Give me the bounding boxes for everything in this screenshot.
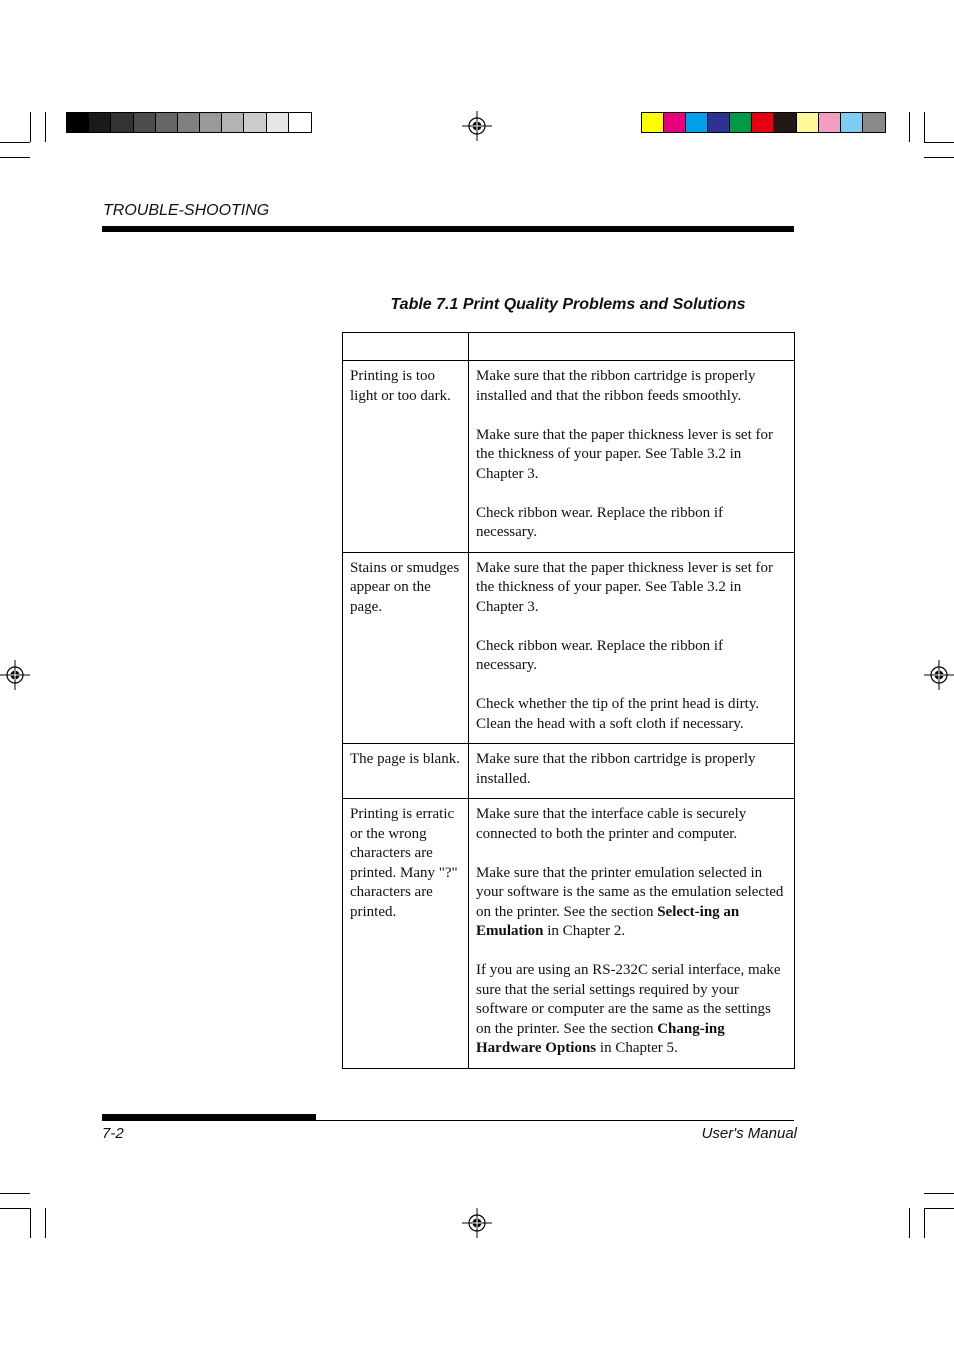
gray-calibration-bar (66, 112, 312, 133)
crop-mark (924, 142, 954, 143)
color-swatch (244, 113, 266, 132)
crop-mark (0, 1193, 30, 1194)
color-swatch (178, 113, 200, 132)
solution-cell (469, 552, 795, 744)
table-row (343, 361, 795, 553)
solution-text: Check whether the tip of the print head is dirty. Clean the head with a soft cloth if necessary. (476, 696, 760, 732)
solution-text-with-reference (476, 961, 787, 1059)
solution-text: Check ribbon wear. Replace the ribbon if necessary. (476, 637, 724, 673)
color-swatch (642, 113, 664, 132)
color-swatch (708, 113, 730, 132)
color-swatch (289, 113, 311, 132)
solution-text: Make sure that the interface cable is securely connected to both the printer and computer. (476, 806, 747, 842)
section-reference: Select-ing an Emulation (476, 903, 740, 939)
table-row (343, 799, 795, 1069)
table-row (343, 552, 795, 744)
crop-mark (924, 1208, 925, 1238)
footer-rule-thick (102, 1114, 316, 1121)
color-swatch (111, 113, 133, 132)
page-number: 7-2 (102, 1125, 124, 1142)
crop-mark (45, 1208, 46, 1238)
section-header: TROUBLE-SHOOTING (103, 202, 270, 219)
color-swatch (156, 113, 178, 132)
color-swatch (819, 113, 841, 132)
solution-text: in Chapter 2. (543, 923, 626, 939)
column-header (469, 333, 795, 361)
solution-cell (469, 744, 795, 799)
color-swatch (134, 113, 156, 132)
color-swatch (267, 113, 289, 132)
solution-cell (469, 361, 795, 553)
crop-mark (0, 1208, 30, 1209)
color-swatch (797, 113, 819, 132)
solution-text: Make sure that the ribbon cartridge is properly installed. (476, 751, 756, 787)
solution-text: Make sure that the printer emulation selected in your software is the same as the emulation selected on the printer. See the section (476, 864, 784, 920)
solution-text: Make sure that the ribbon cartridge is properly installed and that the ribbon feeds smoothly. (476, 368, 756, 404)
crop-mark (924, 1193, 954, 1194)
crop-mark (924, 112, 925, 142)
column-header (343, 333, 469, 361)
problem-cell: Printing is too light or too dark. (343, 361, 469, 553)
color-swatch (89, 113, 111, 132)
color-swatch (841, 113, 863, 132)
color-swatch (664, 113, 686, 132)
footer-rule-thin (316, 1120, 794, 1121)
solution-cell (469, 799, 795, 1069)
table-row (343, 744, 795, 799)
crop-mark (30, 112, 31, 142)
crop-mark (909, 112, 910, 142)
color-swatch (200, 113, 222, 132)
color-swatch (863, 113, 885, 132)
problem-cell: Stains or smudges appear on the page. (343, 552, 469, 744)
manual-title: User's Manual (701, 1125, 797, 1142)
header-rule (102, 226, 794, 232)
color-swatch (222, 113, 244, 132)
problem-cell: The page is blank. (343, 744, 469, 799)
crop-mark (909, 1208, 910, 1238)
registration-mark-icon (0, 660, 30, 690)
crop-mark (0, 157, 30, 158)
table-caption: Table 7.1 Print Quality Problems and Solutions (390, 296, 746, 313)
section-reference: Chang-ing Hardware Options (476, 1020, 725, 1056)
color-swatch (730, 113, 752, 132)
color-swatch (752, 113, 774, 132)
problem-cell: Printing is erratic or the wrong characters are printed. Many "?" characters are printed. (343, 799, 469, 1069)
solution-text: If you are using an RS-232C serial interface, make sure that the serial settings required by your software or computer are the same as the settings on the printer. See the section (476, 962, 781, 1037)
print-quality-table (342, 332, 795, 1069)
solution-text: in Chapter 5. (596, 1040, 678, 1056)
solution-text: Make sure that the paper thickness lever is set for the thickness of your paper. See Table 3.2 in Chapter 3. (476, 426, 773, 482)
solution-text: Make sure that the paper thickness lever is set for the thickness of your paper. See Table 3.2 in Chapter 3. (476, 559, 773, 615)
table-header-row (343, 333, 795, 361)
color-calibration-bar (641, 112, 886, 133)
color-swatch (67, 113, 89, 132)
solution-text: Check ribbon wear. Replace the ribbon if necessary. (476, 504, 724, 540)
crop-mark (924, 1208, 954, 1209)
registration-mark-icon (462, 111, 492, 141)
crop-mark (45, 112, 46, 142)
solution-text-with-reference (476, 864, 787, 942)
crop-mark (0, 142, 30, 143)
crop-mark (924, 157, 954, 158)
registration-mark-icon (462, 1208, 492, 1238)
crop-mark (30, 1208, 31, 1238)
color-swatch (774, 113, 796, 132)
registration-mark-icon (924, 660, 954, 690)
color-swatch (686, 113, 708, 132)
